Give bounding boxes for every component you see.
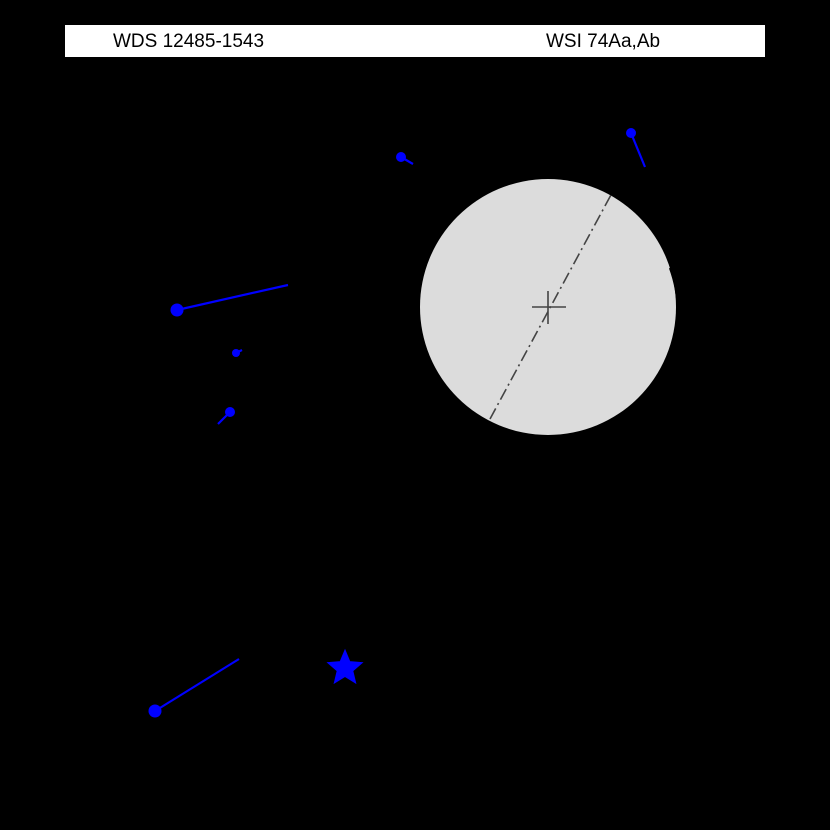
measurement-point bbox=[626, 128, 636, 138]
measurement-point bbox=[225, 407, 235, 417]
measurement-point bbox=[149, 705, 162, 718]
measurement-point bbox=[396, 152, 406, 162]
measurement-point bbox=[232, 349, 240, 357]
measurement-point bbox=[171, 304, 184, 317]
page-title: WDS 12485-1543 bbox=[113, 31, 265, 52]
primary-star-marker bbox=[328, 650, 363, 683]
catalog-designation: WSI 74Aa,Ab bbox=[546, 31, 661, 52]
